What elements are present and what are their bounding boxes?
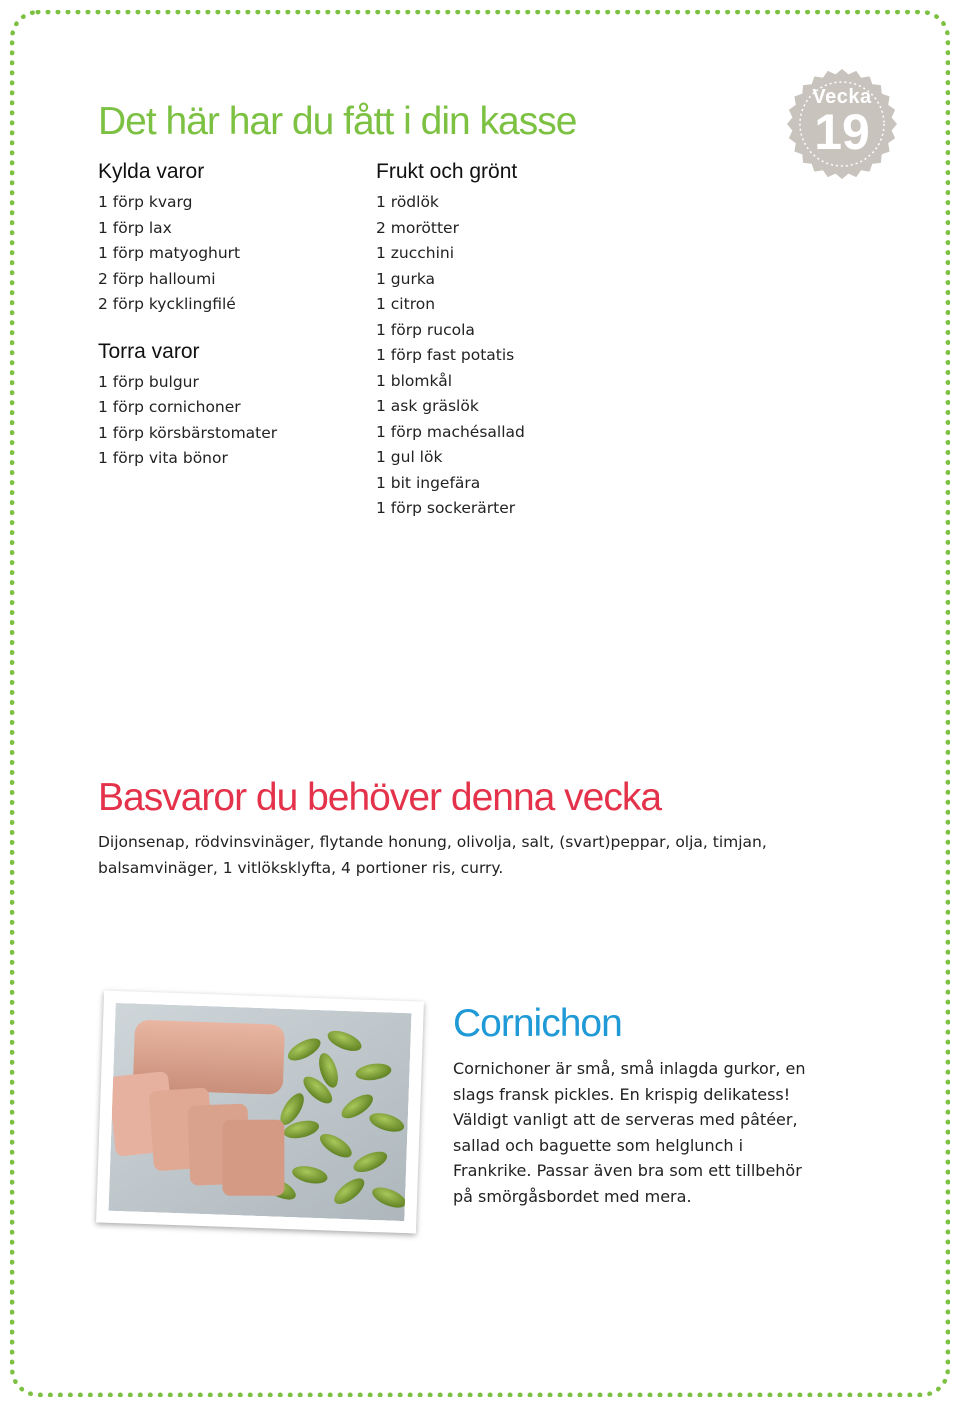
group-frukt-och-gront [376,158,676,522]
cornichon-text: Cornichoner är små, små inlagda gurkor, en slags fransk pickles. En krispig delikatess! Väldigt vanligt att de serveras med pâtéer, sallad och baguette som helglunch i Frankrike. Passar även bra som ett tillbehör på smörgåsbordet med mera. [453,1059,806,1206]
photo-illustration [108,1003,411,1221]
list-item: 1 rödlök [376,193,439,211]
list-item: 1 ask gräslök [376,397,479,415]
item-list [98,190,368,318]
basvaror-text: Dijonsenap, rödvinsvinäger, flytande honung, olivolja, salt, (svart)peppar, olja, timjan, balsamvinäger, 1 vitlöksklyfta, 4 portioner ris, curry. [98,833,767,877]
pate-with-cornichons-image [108,1003,411,1221]
list-item: 1 förp kvarg [98,193,193,211]
list-item: 1 gul lök [376,448,443,466]
list-item: 1 förp sockerärter [376,499,516,517]
group-heading: Frukt och grönt [376,160,518,183]
list-item: 2 förp halloumi [98,269,216,288]
photo-frame [96,990,424,1233]
list-item: 1 förp cornichoner [98,398,241,416]
basvaror-heading: Basvaror du behöver denna vecka [98,776,662,819]
list-item: 1 förp vita bönor [98,449,228,467]
list-item: 1 förp matyoghurt [98,244,241,262]
badge-week-number: 19 [814,104,870,160]
cornichon-heading: Cornichon [453,1002,622,1045]
pate-photo [96,990,424,1233]
list-item: 1 förp körsbärstomater [98,423,278,442]
list-item: 1 förp bulgur [98,372,199,391]
list-item: 1 blomkål [376,371,453,390]
list-item: 1 gurka [376,269,436,288]
week-badge [786,68,898,180]
right-column [376,158,676,522]
list-item: 1 zucchini [376,244,455,262]
list-item: 1 citron [376,295,436,313]
list-item: 1 bit ingefära [376,473,481,492]
list-item: 1 förp machésallad [376,422,525,441]
list-item: 1 förp lax [98,218,172,237]
group-heading: Torra varor [98,339,200,363]
item-list [376,190,676,522]
left-column [98,158,368,472]
list-item: 1 förp rucola [376,320,475,339]
item-list [98,370,368,472]
badge-label: Vecka [812,86,872,108]
group-heading: Kylda varor [98,160,205,183]
page-title: Det här har du fått i din kasse [98,100,577,143]
list-item: 1 förp fast potatis [376,346,515,364]
list-item: 2 morötter [376,218,459,237]
group-kylda-varor [98,158,368,318]
list-item: 2 förp kycklingfilé [98,295,236,313]
group-torra-varor [98,338,368,472]
